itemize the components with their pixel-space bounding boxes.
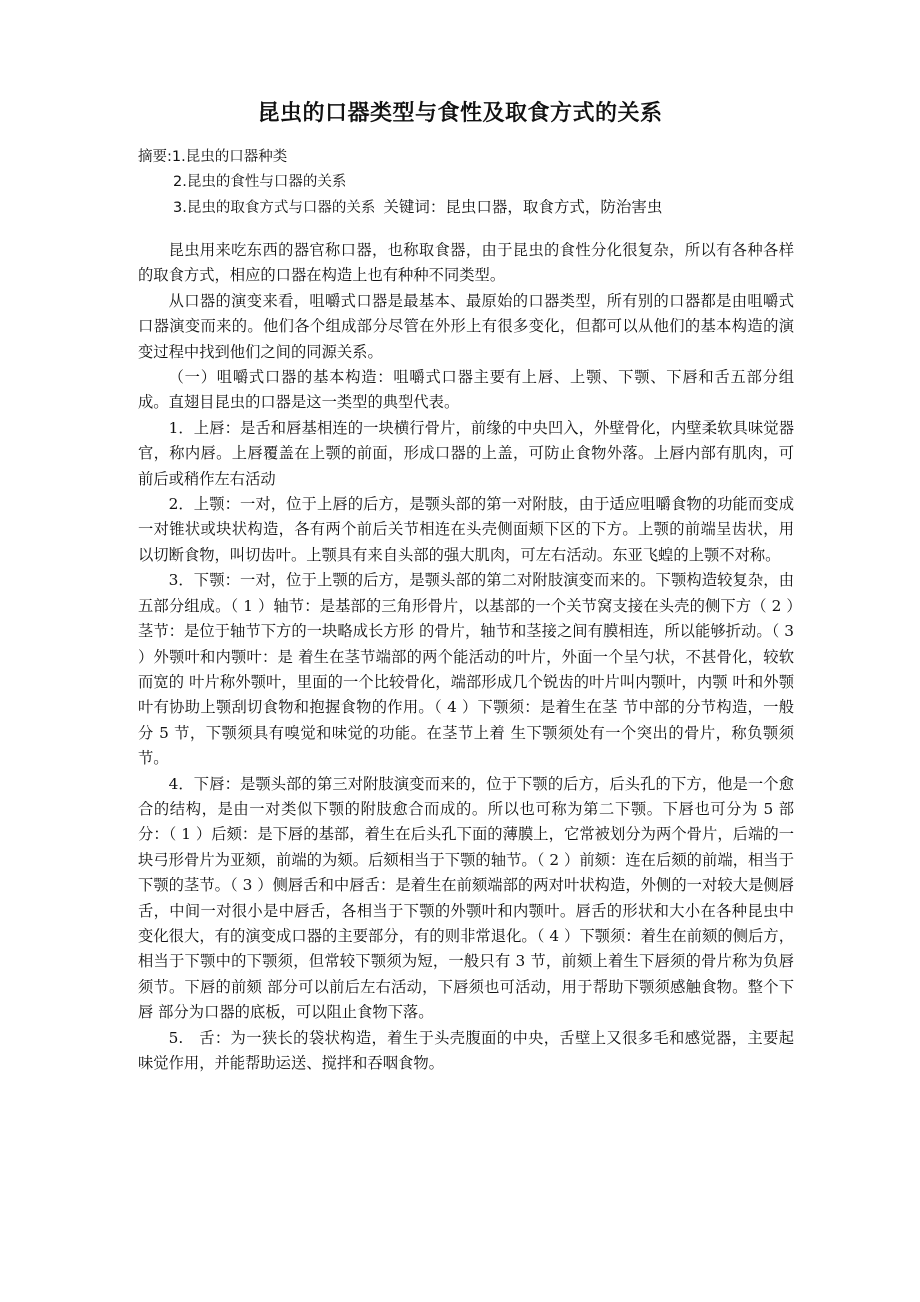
abstract-label: 摘要: bbox=[138, 149, 172, 165]
document-body bbox=[138, 238, 794, 1076]
paragraph-section-one: （一）咀嚼式口器的基本构造：咀嚼式口器主要有上唇、上颚、下颚、下唇和舌五部分组成。直翅目昆虫的口器是这一类型的典型代表。 bbox=[138, 368, 794, 412]
paragraph-evolution: 从口器的演变来看，咀嚼式口器是最基本、最原始的口器类型，所有别的口器都是由咀嚼式口器演变而来的。他们各个组成部分尽管在外形上有很多变化，但都可以从他们的基本构造的演变过程中找到他们之间的同源关系。 bbox=[138, 291, 794, 361]
keywords: 关键词：昆虫口器，取食方式，防治害虫 bbox=[383, 198, 663, 216]
paragraph-labium: 4．下唇：是颚头部的第三对附肢演变而来的，位于下颚的后方，后头孔的下方，他是一个愈合的结构，是由一对类似下颚的附肢愈合而成的。所以也可称为第二下颚。下唇也可分为 5 部分：（ 1 ）后颏：是下唇的基部，着生在后头孔下面的薄膜上，它常被划分为两个骨片，后端的一块弓形骨片为亚颏，前端的为颏。后颏相当于下颚的轴节。（ 2 ）前颏：连在后颏的前端，相当于下颚的茎节。（ 3 ）侧唇舌和中唇舌：是着生在前颏端部的两对叶状构造，外侧的一对较大是侧唇舌，中间一对很小是中唇舌，各相当于下颚的外颚叶和内颚叶。唇舌的形状和大小在各种昆虫中变化很大，有的演变成口器的主要部分，有的则非常退化。（ 4 ）下颚须：着生在前颏的侧后方，相当于下颚中的下颚须，但常较下颚须为短，一般只有 3 节，前颏上着生下唇须的骨片称为负唇须节。下唇的前颏 部分可以前后左右活动，下唇须也可活动，用于帮助下颚须感触食物。整个下唇 部分为口器的底板，可以阻止食物下落。 bbox=[138, 774, 794, 1022]
paragraph-upper-lip: 1．上唇：是舌和唇基相连的一块横行骨片，前缘的中央凹入，外壁骨化，内壁柔软具味觉器官，称内唇。上唇覆盖在上颚的前面，形成口器的上盖，可防止食物外落。上唇内部有肌肉，可前后或稍作左右活动 bbox=[138, 418, 794, 488]
abstract-line-3 bbox=[138, 195, 798, 221]
abstract-item-3: 3.昆虫的取食方式与口器的关系 bbox=[173, 200, 376, 216]
paragraph-mandible: 2．上颚：一对，位于上唇的后方，是颚头部的第一对附肢，由于适应咀嚼食物的功能而变成一对锥状或块状构造，各有两个前后关节相连在头壳侧面颊下区的下方。上颚的前端呈齿状，用以切断食物，叫切齿叶。上颚具有来自头部的强大肌肉，可左右活动。东亚飞蝗的上颚不对称。 bbox=[138, 495, 794, 564]
document-title: 昆虫的口器类型与食性及取食方式的关系 bbox=[257, 101, 663, 126]
paragraph-tongue: 5. 舌：为一狭长的袋状构造，着生于头壳腹面的中央，舌壁上又很多毛和感觉器，主要起味觉作用，并能帮助运送、搅拌和吞咽食物。 bbox=[138, 1028, 794, 1072]
abstract-line-1 bbox=[138, 145, 798, 170]
abstract-item-2: 2.昆虫的食性与口器的关系 bbox=[173, 174, 347, 190]
abstract-section bbox=[138, 145, 798, 221]
paragraph-intro: 昆虫用来吃东西的器官称口器，也称取食器，由于昆虫的食性分化很复杂，所以有各种各样的取食方式，相应的口器在构造上也有种种不同类型。 bbox=[138, 241, 794, 285]
abstract-item-1: 1.昆虫的口器种类 bbox=[171, 149, 288, 165]
paragraph-maxilla: 3．下颚：一对，位于上颚的后方，是颚头部的第二对附肢演变而来的。下颚构造较复杂，由五部分组成。（ 1 ）轴节：是基部的三角形骨片，以基部的一个关节窝支接在头壳的侧下方（ 2 ）茎节：是位于轴节下方的一块略成长方形 的骨片，轴节和茎接之间有膜相连，所以能够折动。（ 3 ）外颚叶和内颚叶：是 着生在茎节端部的两个能活动的叶片，外面一个呈勺状，不甚骨化，较软而宽的 叶片称外颚叶，里面的一个比较骨化，端部形成几个锐齿的叶片叫内颚叶，内颚 叶和外颚叶有协助上颚刮切食物和抱握食物的作用。（ 4 ）下颚须：是着生在茎 节中部的分节构造，一般分 5 节，下颚须具有嗅觉和味觉的功能。在茎节上着 生下颚须处有一个突出的骨片，称负颚须节。 bbox=[138, 571, 794, 768]
abstract-line-2 bbox=[138, 170, 798, 195]
